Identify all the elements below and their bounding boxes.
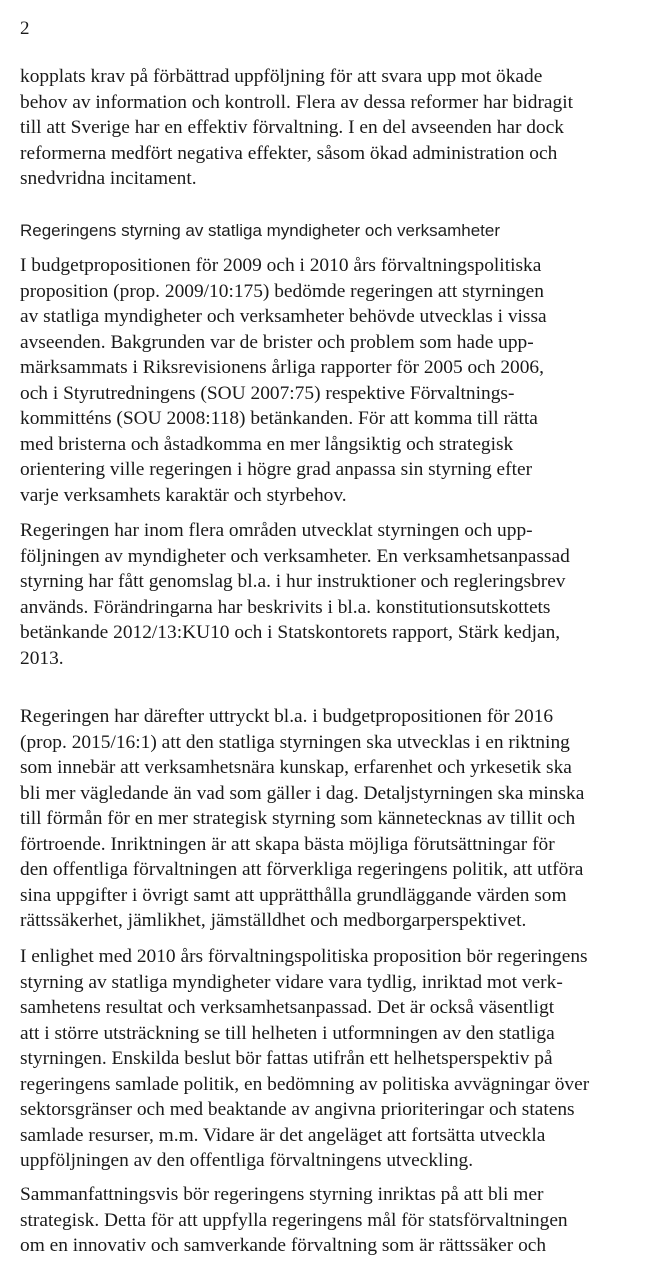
text-line: Regeringen har därefter uttryckt bl.a. i budgetpropositionen för 2016: [20, 706, 554, 727]
text-line: Sammanfattningsvis bör regeringens styrning inriktas på att bli mer: [20, 1184, 544, 1205]
text-line: Regeringen har inom flera områden utvecklat styrningen och upp-: [20, 520, 533, 541]
paragraph-1: [20, 64, 660, 192]
paragraph-5: [20, 944, 660, 1174]
text-line: styrningen. Enskilda beslut bör fattas utifrån ett helhetsperspektiv på: [20, 1048, 553, 1069]
paragraph-4: [20, 704, 660, 934]
text-line: rättssäkerhet, jämlikhet, jämställdhet och medborgarperspektivet.: [20, 910, 527, 931]
text-line: följningen av myndigheter och verksamheter. En verksamhetsanpassad: [20, 545, 570, 567]
text-line: proposition (prop. 2009/10:175) bedömde regeringen att styrningen: [20, 280, 544, 302]
text-line: sina uppgifter i övrigt samt att upprätthålla grundläggande värden som: [20, 884, 567, 906]
text-line: med bristerna och åstadkomma en mer långsiktig och strategisk: [20, 433, 514, 455]
text-line: snedvridna incitament.: [20, 168, 197, 189]
text-line: bli mer vägledande än vad som gäller i dag. Detaljstyrningen ska minska: [20, 782, 585, 804]
text-line: uppföljningen av den offentliga förvaltningens utveckling.: [20, 1150, 474, 1171]
text-line: som innebär att verksamhetsnära kunskap, erfarenhet och yrkesetik ska: [20, 757, 572, 778]
text-line: används. Förändringarna har beskrivits i bl.a. konstitutionsutskottets: [20, 596, 551, 618]
text-line: I budgetpropositionen för 2009 och i 2010 års förvaltningspolitiska: [20, 255, 542, 276]
text-line: kommitténs (SOU 2008:118) betänkanden. För att komma till rätta: [20, 408, 538, 429]
text-line: samhetens resultat och verksamhetsanpassad. Det är också väsentligt: [20, 997, 555, 1018]
text-line: betänkande 2012/13:KU10 och i Statskontorets rapport, Stärk kedjan,: [20, 622, 561, 643]
text-line: samlade resurser, m.m. Vidare är det angeläget att fortsätta utveckla: [20, 1124, 546, 1146]
text-line: om en innovativ och samverkande förvaltning som är rättssäker och: [20, 1235, 547, 1256]
text-line: avseenden. Bakgrunden var de brister och problem som hade upp-: [20, 331, 534, 353]
text-line: den offentliga förvaltningen att förverkliga regeringens politik, att utföra: [20, 859, 584, 880]
paragraph-6: [20, 1182, 660, 1259]
text-line: I enlighet med 2010 års förvaltningspolitiska proposition bör regeringens: [20, 946, 588, 967]
text-line: förtroende. Inriktningen är att skapa bästa möjliga förutsättningar för: [20, 833, 555, 855]
text-line: att i större utsträckning se till helheten i utformningen av den statliga: [20, 1022, 555, 1044]
text-line: till förmån för en mer strategisk styrning som kännetecknas av tillit och: [20, 808, 576, 829]
page-number: 2: [20, 18, 30, 39]
text-line: reformerna medfört negativa effekter, såsom ökad administration och: [20, 142, 558, 164]
text-line: regeringens samlade politik, en bedömning av politiska avvägningar över: [20, 1073, 590, 1095]
section-heading: Regeringens styrning av statliga myndigheter och verksamheter: [20, 221, 501, 240]
text-line: av statliga myndigheter och verksamheter behövde utvecklas i vissa: [20, 306, 547, 327]
text-line: kopplats krav på förbättrad uppföljning för att svara upp mot ökade: [20, 66, 543, 87]
text-line: strategisk. Detta för att uppfylla regeringens mål för statsförvaltningen: [20, 1209, 568, 1231]
text-line: styrning av statliga myndigheter vidare vara tydlig, inriktad mot verk-: [20, 971, 563, 993]
text-line: 2013.: [20, 647, 64, 669]
text-line: sektorsgränser och med beaktande av angivna prioriteringar och statens: [20, 1099, 575, 1120]
text-line: till att Sverige har en effektiv förvaltning. I en del avseenden har dock: [20, 117, 564, 138]
text-line: (prop. 2015/16:1) att den statliga styrningen ska utvecklas i en riktning: [20, 731, 570, 753]
paragraph-3: [20, 518, 660, 671]
text-line: märksammats i Riksrevisionens årliga rapporter för 2005 och 2006,: [20, 357, 544, 378]
text-line: varje verksamhets karaktär och styrbehov.: [20, 484, 347, 506]
text-line: behov av information och kontroll. Flera av dessa reformer har bidragit: [20, 91, 573, 113]
text-line: styrning har fått genomslag bl.a. i hur instruktioner och regleringsbrev: [20, 571, 566, 592]
text-line: orientering ville regeringen i högre grad anpassa sin styrning efter: [20, 459, 533, 480]
text-line: och i Styrutredningens (SOU 2007:75) respektive Förvaltnings-: [20, 382, 515, 404]
paragraph-2: [20, 253, 660, 508]
